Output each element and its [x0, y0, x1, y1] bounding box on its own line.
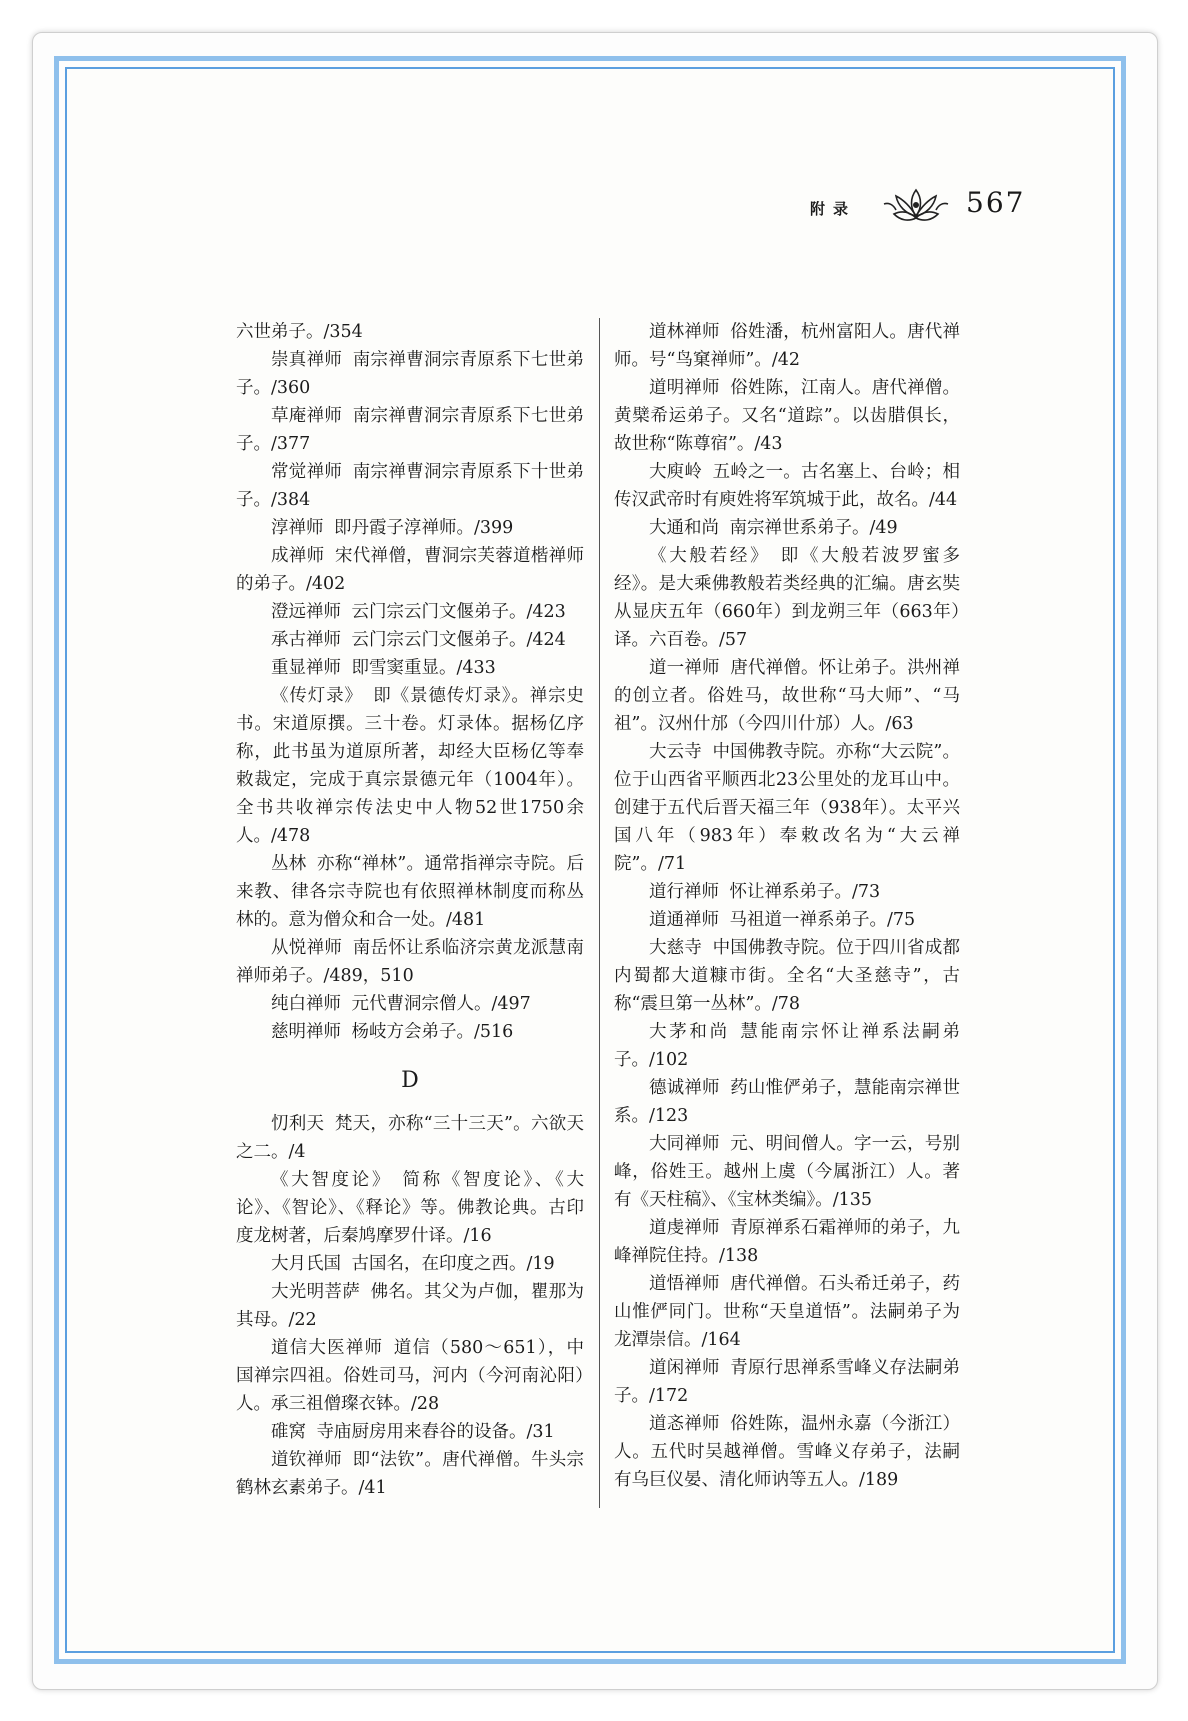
entry-headword: 大慈寺: [649, 938, 703, 958]
entry: [236, 850, 584, 934]
entry-headword: 大云寺: [649, 742, 702, 762]
entry-headword: 草庵禅师: [271, 406, 343, 426]
left-column: [236, 318, 584, 1502]
entry-headword: 澄远禅师: [271, 602, 341, 622]
entry: [614, 738, 960, 878]
entry: [236, 318, 584, 346]
entry-body: 元、明间僧人。字一云，号别峰，俗姓王。越州上虞（今属浙江）人。著有《天柱稿》、《宝林类编》。/135: [614, 1134, 960, 1210]
entry: [614, 906, 960, 934]
entry-headword: 重显禅师: [271, 658, 341, 678]
entry: [614, 1354, 960, 1410]
entry: [236, 934, 584, 990]
entry-body: 南岳怀让系临济宗黄龙派慧南禅师弟子。/489，510: [236, 938, 584, 986]
entry-body: 俗姓潘，杭州富阳人。唐代禅师。号“鸟窠禅师”。/42: [614, 322, 960, 370]
entry: [614, 878, 960, 906]
entry-headword: 《大般若经》: [649, 546, 771, 566]
entry: [614, 654, 960, 738]
entry-headword: 崇真禅师: [271, 350, 343, 370]
entry-body: 中国佛教寺院。位于四川省成都内蜀都大道糠市街。全名“大圣慈寺”，古称“震旦第一丛林”。/78: [614, 938, 960, 1014]
entry: [614, 1214, 960, 1270]
entry-body: 南宗禅世系弟子。/49: [729, 518, 898, 538]
entry-headword: 大庾岭: [649, 462, 703, 482]
entry-headword: 丛林: [271, 854, 307, 874]
entry: [614, 1130, 960, 1214]
entry-body: 梵天，亦称“三十三天”。六欲天之二。/4: [236, 1114, 584, 1162]
entry-headword: 道林禅师: [649, 322, 720, 342]
entry-body: 青原行思禅系雪峰义存法嗣弟子。/172: [614, 1358, 960, 1406]
entry-body: 南宗禅曹洞宗青原系下七世弟子。/377: [236, 406, 584, 454]
entry-body: 五岭之一。古名塞上、台岭；相传汉武帝时有庾姓将军筑城于此，故名。/44: [614, 462, 960, 510]
entry-body: 即雪窦重显。/433: [351, 658, 496, 678]
entry-body: 云门宗云门文偃弟子。/423: [351, 602, 566, 622]
entry-headword: 从悦禅师: [271, 938, 343, 958]
entry-body: 俗姓陈，江南人。唐代禅僧。黄檗希运弟子。又名“道踪”。以齿腊俱长，故世称“陈尊宿”。/43: [614, 378, 960, 454]
entry: [614, 542, 960, 654]
entry-headword: 道通禅师: [649, 910, 719, 930]
entry: [236, 682, 584, 850]
entry-body: 元代曹洞宗僧人。/497: [351, 994, 531, 1014]
entry-body: 佛名。其父为卢伽，瞿那为其母。/22: [236, 1282, 584, 1330]
entry: [236, 1250, 584, 1278]
entry-body: 道信（580～651），中国禅宗四祖。俗姓司马，河内（今河南沁阳）人。承三祖僧璨衣钵。/28: [236, 1338, 584, 1414]
entry: [236, 1166, 584, 1250]
entry: [236, 1418, 584, 1446]
entry: [614, 318, 960, 374]
entry-body: 青原禅系石霜禅师的弟子，九峰禅院住持。/138: [614, 1218, 960, 1266]
right-column: [614, 318, 960, 1494]
entry-headword: 道钦禅师: [271, 1450, 343, 1470]
entry: [236, 626, 584, 654]
entry-headword: 承古禅师: [271, 630, 341, 650]
entry-headword: 德诚禅师: [649, 1078, 720, 1098]
entry-headword: 大通和尚: [649, 518, 719, 538]
entry-body: 南宗禅曹洞宗青原系下十世弟子。/384: [236, 462, 584, 510]
entry: [236, 598, 584, 626]
entry: [236, 458, 584, 514]
entry-body: 唐代禅僧。石头希迁弟子，药山惟俨同门。世称“天皇道悟”。法嗣弟子为龙潭崇信。/164: [614, 1274, 960, 1350]
entry-body: 慧能南宗怀让禅系法嗣弟子。/102: [614, 1022, 961, 1070]
entry-body: 俗姓陈，温州永嘉（今浙江）人。五代时吴越禅僧。雪峰义存弟子，法嗣有乌巨仪晏、清化师讷等五人。/189: [614, 1414, 960, 1490]
entry-body: 马祖道一禅系弟子。/75: [729, 910, 916, 930]
page-border: [54, 56, 1126, 1664]
page-number: 567: [966, 186, 1026, 219]
entry: [614, 1410, 960, 1494]
entry-headword: 道忞禅师: [649, 1414, 720, 1434]
column-divider: [599, 318, 600, 1508]
entry: [614, 1270, 960, 1354]
entry-headword: 《大智度论》: [271, 1170, 392, 1190]
entry-body: 六世弟子。/354: [236, 322, 363, 342]
entry-body: 药山惟俨弟子，慧能南宗禅世系。/123: [614, 1078, 960, 1126]
entry-body: 即“法钦”。唐代禅僧。牛头宗鹤林玄素弟子。/41: [236, 1450, 584, 1498]
entry-headword: 道闲禅师: [649, 1358, 720, 1378]
entry-headword: 道虔禅师: [649, 1218, 720, 1238]
entry-body: 中国佛教寺院。亦称“大云院”。位于山西省平顺西北23公里处的龙耳山中。创建于五代后晋天福三年（938年）。太平兴国八年（983年）奉敕改名为“大云禅院”。/71: [614, 742, 960, 874]
entry: [614, 458, 960, 514]
entry: [614, 514, 960, 542]
entry-headword: 淳禅师: [271, 518, 324, 538]
entry-body: 亦称“禅林”。通常指禅宗寺院。后来教、律各宗寺院也有依照禅林制度而称丛林的。意为僧众和合一处。/481: [236, 854, 584, 930]
entry-body: 简称《智度论》、《大论》、《智论》、《释论》等。佛教论典。古印度龙树著，后秦鸠摩罗什译。/16: [236, 1170, 584, 1246]
entry-headword: 道一禅师: [649, 658, 720, 678]
entry-body: 南宗禅曹洞宗青原系下七世弟子。/360: [236, 350, 584, 398]
entry: [236, 402, 584, 458]
entry: [614, 1018, 960, 1074]
entry-headword: 大茅和尚: [649, 1022, 730, 1042]
entry-headword: 忉利天: [271, 1114, 325, 1134]
entry-headword: 道行禅师: [649, 882, 719, 902]
entry: [614, 934, 960, 1018]
entry-body: 云门宗云门文偃弟子。/424: [351, 630, 566, 650]
entry-headword: 道悟禅师: [649, 1274, 720, 1294]
entry-body: 即《大般若波罗蜜多经》。是大乘佛教般若类经典的汇编。唐玄奘从显庆五年（660年）到龙朔三年（663年）译。六百卷。/57: [614, 546, 961, 650]
entry: [614, 1074, 960, 1130]
entry-body: 唐代禅僧。怀让弟子。洪州禅的创立者。俗姓马，故世称“马大师”、“马祖”。汉州什邡（今四川什邡）人。/63: [614, 658, 960, 734]
entry-headword: 常觉禅师: [271, 462, 343, 482]
entry-headword: 大同禅师: [649, 1134, 720, 1154]
entry-headword: 慈明禅师: [271, 1022, 341, 1042]
entry-body: 杨岐方会弟子。/516: [351, 1022, 514, 1042]
entry-body: 即《景德传灯录》。禅宗史书。宋道原撰。三十卷。灯录体。据杨亿序称，此书虽为道原所著，却经大臣杨亿等奉敕裁定，完成于真宗景德元年（1004年）。全书共收禅宗传法史中人物52世1750余人。/478: [236, 686, 584, 846]
entry-body: 即丹霞子淳禅师。/399: [334, 518, 514, 538]
entry-headword: 大月氏国: [271, 1254, 341, 1274]
entry-headword: 道明禅师: [649, 378, 720, 398]
entry: [236, 654, 584, 682]
entry-headword: 成禅师: [271, 546, 325, 566]
entry: [236, 1334, 584, 1418]
entry: [236, 346, 584, 402]
running-head: [780, 184, 1040, 228]
section-letter-heading: D: [401, 1068, 419, 1093]
entry: [236, 1110, 584, 1166]
entry: [236, 1446, 584, 1502]
entry-body: 古国名，在印度之西。/19: [351, 1254, 555, 1274]
entry-headword: 碓窝: [271, 1422, 306, 1442]
entry-headword: 纯白禅师: [271, 994, 341, 1014]
entry-body: 宋代禅僧，曹洞宗芙蓉道楷禅师的弟子。/402: [236, 546, 584, 594]
entry-headword: 大光明菩萨: [271, 1282, 361, 1302]
entry: [236, 990, 584, 1018]
entry: [236, 1018, 584, 1046]
entry: [236, 514, 584, 542]
entry-body: 寺庙厨房用来舂谷的设备。/31: [316, 1422, 555, 1442]
entry: [236, 542, 584, 598]
lotus-ornament-icon: [880, 184, 952, 226]
entry-headword: 《传灯录》: [271, 686, 363, 706]
section-label: 附录: [810, 200, 857, 218]
entry: [614, 374, 960, 458]
entry-headword: 道信大医禅师: [271, 1338, 384, 1358]
entry: [236, 1278, 584, 1334]
entry-body: 怀让禅系弟子。/73: [729, 882, 881, 902]
